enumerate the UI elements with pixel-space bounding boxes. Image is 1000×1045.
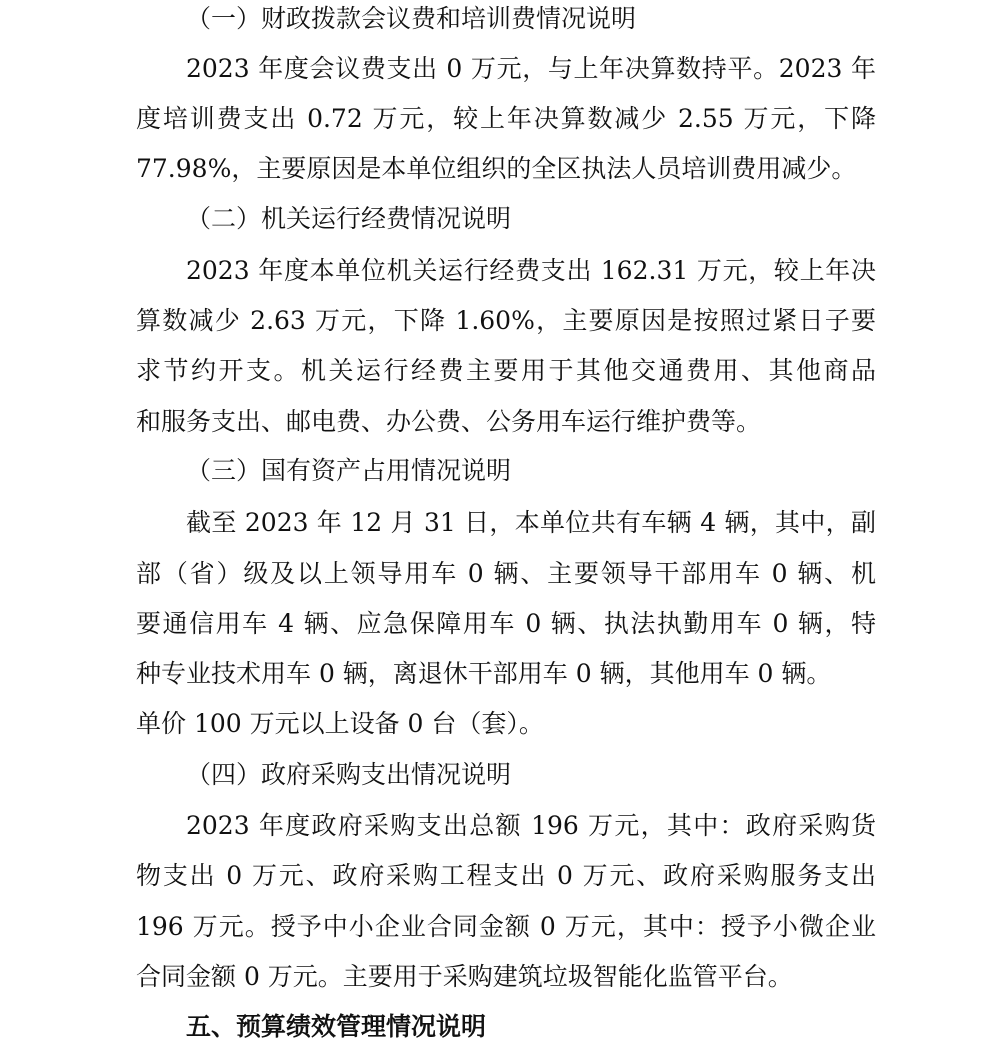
paragraph-line: 算数减少 2.63 万元，下降 1.60%，主要原因是按照过紧日子要 <box>136 306 876 335</box>
section-heading-operating-expenses: （二）机关运行经费情况说明 <box>186 204 512 233</box>
paragraph-line: 2023 年度政府采购支出总额 196 万元，其中：政府采购货 <box>186 811 876 840</box>
paragraph-line: 要通信用车 4 辆、应急保障用车 0 辆、执法执勤用车 0 辆，特 <box>136 609 876 638</box>
paragraph-line: 部（省）级及以上领导用车 0 辆、主要领导干部用车 0 辆、机 <box>136 559 876 588</box>
section-heading-meeting-training: （一）财政拨款会议费和培训费情况说明 <box>186 4 637 33</box>
paragraph-line: 和服务支出、邮电费、办公费、公务用车运行维护费等。 <box>136 407 762 436</box>
section-heading-government-procurement: （四）政府采购支出情况说明 <box>186 760 512 789</box>
paragraph-line: 度培训费支出 0.72 万元，较上年决算数减少 2.55 万元，下降 <box>136 104 876 133</box>
paragraph-line: 77.98%，主要原因是本单位组织的全区执法人员培训费用减少。 <box>136 154 857 183</box>
paragraph-line: 合同金额 0 万元。主要用于采购建筑垃圾智能化监管平台。 <box>136 962 793 991</box>
paragraph-line: 196 万元。授予中小企业合同金额 0 万元，其中：授予小微企业 <box>136 912 876 941</box>
paragraph-line: 求节约开支。机关运行经费主要用于其他交通费用、其他商品 <box>136 356 876 385</box>
paragraph-line: 截至 2023 年 12 月 31 日，本单位共有车辆 4 辆，其中，副 <box>186 508 876 537</box>
section-heading-budget-performance: 五、预算绩效管理情况说明 <box>186 1012 487 1041</box>
paragraph-line: 单价 100 万元以上设备 0 台（套）。 <box>136 709 544 738</box>
section-heading-state-assets: （三）国有资产占用情况说明 <box>186 456 512 485</box>
paragraph-line: 2023 年度本单位机关运行经费支出 162.31 万元，较上年决 <box>186 256 876 285</box>
paragraph-line: 2023 年度会议费支出 0 万元，与上年决算数持平。2023 年 <box>186 54 876 83</box>
paragraph-line: 物支出 0 万元、政府采购工程支出 0 万元、政府采购服务支出 <box>136 861 876 890</box>
paragraph-line: 种专业技术用车 0 辆，离退休干部用车 0 辆，其他用车 0 辆。 <box>136 659 832 688</box>
